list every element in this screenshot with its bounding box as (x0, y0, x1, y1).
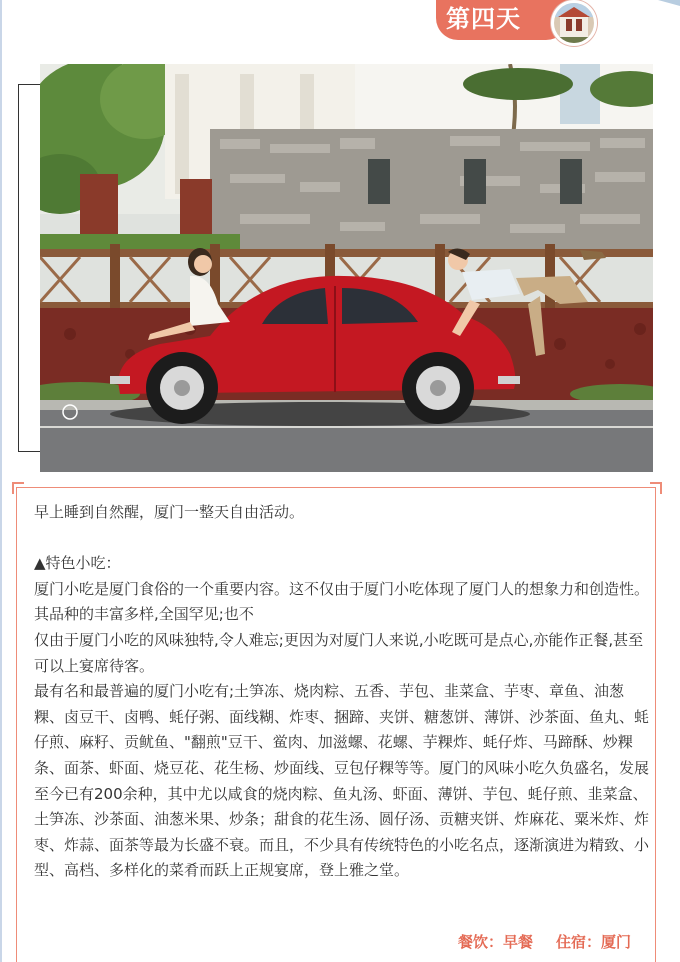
meal-info: 餐饮：早餐 (458, 933, 534, 951)
photo-bracket (18, 84, 40, 452)
corner-accent (658, 0, 680, 6)
paragraph-1: 厦门小吃是厦门食俗的一个重要内容。这不仅由于厦门小吃体现了厦门人的想象力和创造性。其品种的丰富多样,全国罕见;也不 (34, 579, 650, 624)
paragraph-spacer (34, 526, 650, 552)
card-corner-top-right (650, 482, 662, 494)
itinerary-body (34, 500, 650, 884)
paragraph-2: 仅由于厦门小吃的风味独特,令人难忘;更因为对厦门人来说,小吃既可是点心,亦能作正餐,甚至可以上宴席待客。 (34, 630, 644, 675)
photo-scene (40, 64, 653, 472)
page-left-rule (0, 0, 2, 962)
section-title: ▲特色小吃： (34, 554, 121, 573)
paragraph-3: 最有名和最普遍的厦门小吃有;土笋冻、烧肉粽、五香、芋包、韭菜盒、芋枣、章鱼、油葱粿、卤豆干、卤鸭、蚝仔粥、面线糊、炸枣、捆蹄、夹饼、糖葱饼、薄饼、沙茶面、鱼丸、蚝仔煎、麻籽、贡鱿鱼、"翻煎"豆干、鲎肉、加滋螺、花螺、芋粿炸、蚝仔炸、马蹄酥、炒粿条、面茶、虾面、烧豆花、花生杨、炒面线、豆包仔粿等等。厦门的风味小吃久负盛名，发展至今已有200余种，其中尤以咸食的烧肉粽、鱼丸汤、虾面、薄饼、芋包、蚝仔煎、韭菜盒、土笋冻、沙茶面、油葱米果、炒条；甜食的花生汤、圆仔汤、贡糖夹饼、炸麻花、粟米炸、炸枣、炸蒜、面茶等最为长盛不衰。而且，不少具有传统特色的小吃名点，逐渐演进为精致、小型、高档、多样化的菜肴而跃上正规宴席，登上雅之堂。 (34, 682, 650, 880)
building-icon (554, 3, 594, 43)
day-thumbnail-image (551, 0, 597, 46)
wedding-photo-red-car (40, 64, 653, 472)
accommodation-info: 住宿：厦门 (556, 933, 632, 951)
card-corner-top-left (12, 482, 24, 494)
day-title: 第四天 (446, 5, 521, 33)
intro-text: 早上睡到自然醒，厦门一整天自由活动。 (34, 503, 305, 521)
